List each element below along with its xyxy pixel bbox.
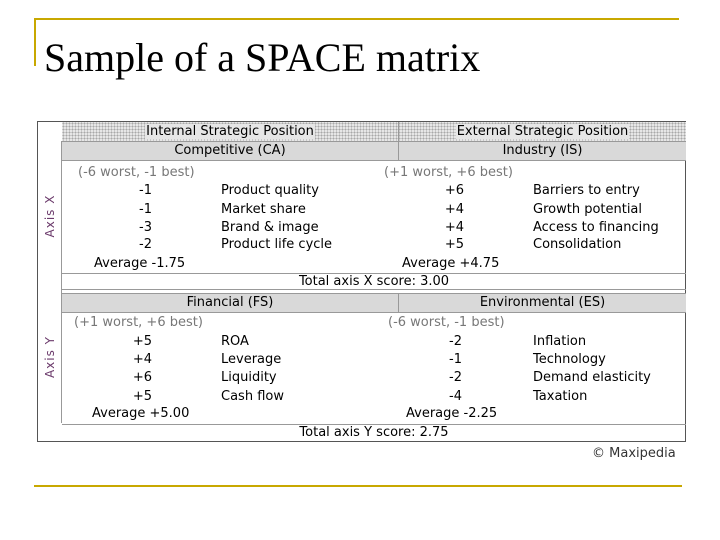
axis-x-section-header (62, 141, 686, 161)
external-position-header: External Strategic Position (456, 124, 629, 139)
financial-average: Average +5.00 (92, 406, 190, 421)
environmental-factor: Taxation (533, 389, 588, 404)
environmental-average: Average -2.25 (406, 406, 498, 421)
financial-value: +4 (132, 352, 152, 367)
industry-average: Average +4.75 (402, 256, 500, 271)
industry-value: +5 (444, 237, 464, 252)
industry-value: +4 (444, 220, 464, 235)
axis-x-strip (38, 141, 62, 290)
axis-x-total: Total axis X score: 3.00 (62, 273, 686, 290)
industry-value: +6 (444, 183, 464, 198)
competitive-average: Average -1.75 (94, 256, 186, 271)
environmental-value: -2 (449, 370, 462, 385)
environmental-value: -2 (449, 334, 462, 349)
competitive-value: -2 (139, 237, 152, 252)
competitive-factor: Product life cycle (221, 237, 333, 252)
competitive-factor: Product quality (221, 183, 319, 198)
competitive-factor: Market share (221, 202, 306, 217)
competitive-factor: Brand & image (221, 220, 319, 235)
environmental-factor: Technology (533, 352, 606, 367)
environmental-value: -4 (449, 389, 462, 404)
axis-y-label: Axis Y (42, 335, 57, 378)
financial-title: Financial (FS) (186, 295, 274, 310)
axis-y-strip (38, 290, 62, 423)
competitive-range: (-6 worst, -1 best) (78, 165, 195, 180)
financial-factor: Liquidity (221, 370, 277, 385)
industry-range: (+1 worst, +6 best) (384, 165, 513, 180)
financial-factor: Cash flow (221, 389, 284, 404)
left-rule (34, 18, 36, 66)
industry-factor: Consolidation (533, 237, 622, 252)
industry-factor: Access to financing (533, 220, 659, 235)
environmental-value: -1 (449, 352, 462, 367)
competitive-title: Competitive (CA) (174, 143, 286, 158)
top-rule (34, 18, 679, 20)
competitive-value: -3 (139, 220, 152, 235)
industry-factor: Growth potential (533, 202, 643, 217)
financial-factor: ROA (221, 334, 249, 349)
environmental-range: (-6 worst, -1 best) (388, 315, 505, 330)
axis-y-section-header (62, 293, 686, 313)
axis-y-total: Total axis Y score: 2.75 (62, 424, 686, 441)
environmental-factor: Inflation (533, 334, 587, 349)
environmental-title: Environmental (ES) (479, 295, 606, 310)
copyright-notice: © Maxipedia (592, 446, 676, 461)
competitive-value: -1 (139, 202, 152, 217)
bottom-rule (34, 485, 682, 487)
financial-range: (+1 worst, +6 best) (74, 315, 203, 330)
industry-factor: Barriers to entry (533, 183, 640, 198)
strategic-position-header (62, 122, 686, 142)
internal-position-header: Internal Strategic Position (146, 124, 314, 139)
environmental-factor: Demand elasticity (533, 370, 651, 385)
axis-x-label: Axis X (42, 194, 57, 237)
space-matrix-table (37, 121, 686, 442)
financial-factor: Leverage (221, 352, 282, 367)
slide-title: Sample of a SPACE matrix (44, 35, 481, 80)
financial-value: +6 (132, 370, 152, 385)
financial-value: +5 (132, 334, 152, 349)
financial-value: +5 (132, 389, 152, 404)
industry-value: +4 (444, 202, 464, 217)
competitive-value: -1 (139, 183, 152, 198)
industry-title: Industry (IS) (502, 143, 583, 158)
